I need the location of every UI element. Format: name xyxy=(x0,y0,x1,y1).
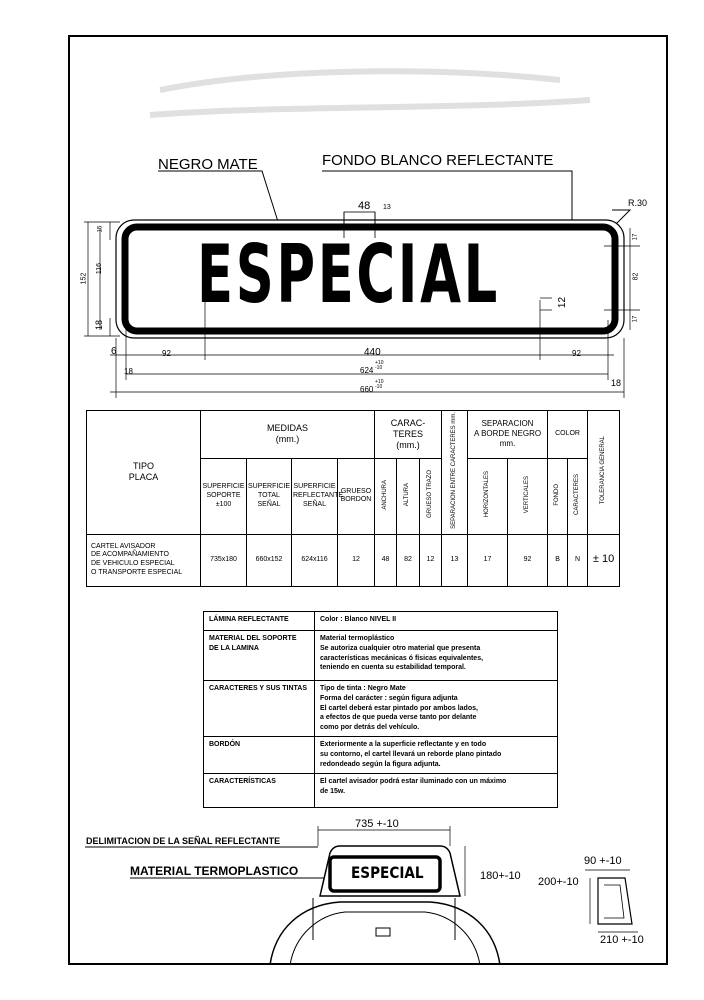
row-tipo: CARTEL AVISADOR DE ACOMPAÑAMIENTO DE VEHICULO ESPECIAL O TRANSPORTE ESPECIAL xyxy=(87,534,201,586)
note-row xyxy=(204,612,558,631)
dim-48: 48 xyxy=(358,200,371,212)
note-value: El cartel avisador podrá estar iluminado con un máximo de 15w. xyxy=(315,773,558,807)
note-row xyxy=(204,681,558,737)
negro-mate-label: NEGRO MATE xyxy=(158,156,258,173)
note-key: MATERIAL DEL SOPORTE DE LA LAMINA xyxy=(204,631,315,681)
dim-17-top: 17 xyxy=(632,233,639,241)
row-sep-car: 13 xyxy=(442,534,468,586)
dim-82: 82 xyxy=(632,272,640,281)
tipo-header: TIPO PLACA xyxy=(87,411,201,535)
dim-17-bottom: 17 xyxy=(632,315,639,323)
dim-13: 13 xyxy=(383,204,391,211)
note-value: Exteriormente a la superficie reflectante y en todo su contorno, el cartel llevará un reborde plano pintado redondeado según la figura adjunta. xyxy=(315,736,558,773)
row-caracteres: N xyxy=(568,534,588,586)
dim-92-right: 92 xyxy=(572,349,581,358)
dim-440: 440 xyxy=(364,347,381,358)
dim-660-tol: +10 -10 xyxy=(375,379,384,390)
dim-152: 152 xyxy=(80,272,88,285)
grueso-trazo-header: GRUESO TRAZO xyxy=(426,470,433,519)
dim-624-tol: +10 -10 xyxy=(375,360,384,371)
fondo-header: FONDO xyxy=(553,483,560,506)
delimitacion-label: DELIMITACION DE LA SEÑAL REFLECTANTE xyxy=(86,836,281,846)
sign-text: ESPECIAL xyxy=(197,228,500,321)
tolerancia-header: TOLERANCIA GENERAL xyxy=(599,436,606,505)
note-key: CARACTERES Y SUS TINTAS xyxy=(204,681,315,737)
caracteres-header: CARAC- TERES (mm.) xyxy=(375,411,442,459)
dim-12: 12 xyxy=(557,296,569,309)
note-row xyxy=(204,736,558,773)
medidas-header: MEDIDAS (mm.) xyxy=(201,411,375,459)
row-bordon: 12 xyxy=(338,534,375,586)
dim-92-left: 92 xyxy=(162,349,171,358)
profile-section xyxy=(585,870,638,932)
note-key: LÁMINA REFLECTANTE xyxy=(204,612,315,631)
row-tol: ± 10 xyxy=(588,534,620,586)
note-row xyxy=(204,631,558,681)
specs-table xyxy=(86,410,620,587)
sup-total-header: SUPERFICIE TOTAL SEÑAL xyxy=(247,458,292,534)
dim-90: 90 +-10 xyxy=(584,855,622,867)
note-value: Tipo de tinta : Negro Mate Forma del carácter : según figura adjunta El cartel deberá estar pintado por ambos lados, a efectos de que pueda verse tanto por delante como por detrás del vehículo. xyxy=(315,681,558,737)
note-value: Color : Blanco NIVEL II xyxy=(315,612,558,631)
verticales-header: VERTICALES xyxy=(523,475,530,514)
row-altura: 82 xyxy=(397,534,420,586)
fondo-label: FONDO BLANCO REFLECTANTE xyxy=(322,152,554,169)
radius-label: R.30 xyxy=(628,198,648,208)
note-value: Material termoplástico Se autoriza cualquier otro material que presenta características mecánicas ó físicas equivalentes, teniendo en cuenta su estabilidad temporal. xyxy=(315,631,558,681)
dim-6: 6 xyxy=(111,346,117,357)
dim-18-inner: 18 xyxy=(124,367,133,376)
notes-table xyxy=(203,611,558,808)
sep-borde-header: SEPARACION A BORDE NEGRO mm. xyxy=(468,411,548,459)
row-sup-total: 660x152 xyxy=(247,534,292,586)
horizontales-header: HORIZONTALES xyxy=(483,471,490,518)
row-horiz: 17 xyxy=(468,534,508,586)
left-vertical-dims xyxy=(84,222,120,336)
dim-18-left: 18 xyxy=(94,319,105,331)
row-sup-soporte: 735x180 xyxy=(201,534,247,586)
row-anchura: 48 xyxy=(375,534,397,586)
dim-18-right: 18 xyxy=(611,378,622,388)
roof-sign-text: ESPECIAL xyxy=(351,863,424,882)
scan-noise xyxy=(150,71,590,115)
material-label: MATERIAL TERMOPLASTICO xyxy=(130,864,299,878)
altura-header: ALTURA xyxy=(404,482,411,507)
dim-735: 735 +-10 xyxy=(355,818,399,830)
caracteres-color-header: CARACTERES xyxy=(573,473,580,515)
row-vert: 92 xyxy=(508,534,548,586)
sup-reflect-header: SUPERFICIE REFLECTANTE SEÑAL xyxy=(292,458,338,534)
color-header: COLOR xyxy=(548,411,588,459)
row-sup-reflect: 624x116 xyxy=(292,534,338,586)
note-key: BORDÓN xyxy=(204,736,315,773)
dim-180: 180+-10 xyxy=(480,870,521,882)
dim-200: 200+-10 xyxy=(538,876,579,888)
sep-car-header: SEPARACION ENTRE CARACTERES mm. xyxy=(450,412,457,529)
anchura-header: ANCHURA xyxy=(381,479,388,510)
grueso-bordon-header: GRUESO BORDON xyxy=(338,458,375,534)
dim-660: 660 xyxy=(360,385,374,394)
note-row xyxy=(204,773,558,807)
roof-sign-illustration xyxy=(85,826,500,965)
row-fondo: B xyxy=(548,534,568,586)
dim-15: 15 xyxy=(97,225,104,233)
sup-soporte-header: SUPERFICIE SOPORTE ±100 xyxy=(201,458,247,534)
dim-116: 116 xyxy=(96,262,104,275)
table-row xyxy=(87,534,620,586)
dim-210: 210 +-10 xyxy=(600,934,644,946)
dim-624: 624 xyxy=(360,366,374,375)
note-key: CARACTERÍSTICAS xyxy=(204,773,315,807)
row-trazo: 12 xyxy=(420,534,442,586)
